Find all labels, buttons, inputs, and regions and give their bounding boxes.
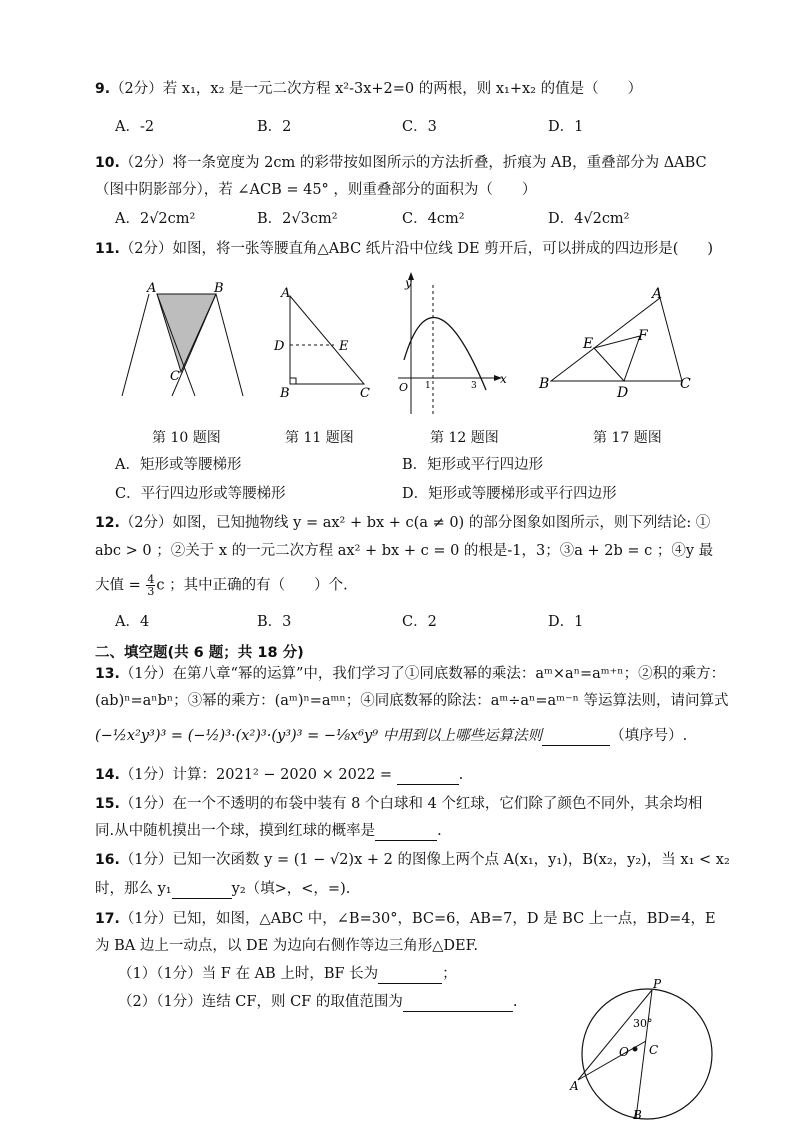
label-o: O (619, 1045, 629, 1059)
suffix: ； (442, 966, 457, 982)
caption-figure-12: 第 12 题图 (430, 430, 499, 446)
fraction-denominator: 3 (147, 585, 155, 598)
q9-option-c: C．3 (402, 119, 437, 135)
question-number: 13. (95, 666, 120, 682)
question-17-sub2 (118, 992, 517, 1012)
q12-option-d: D．1 (548, 614, 584, 630)
question-15-line2 (95, 821, 442, 841)
q11-option-c: C．平行四边形或等腰梯形 (115, 486, 286, 502)
caption-figure-10: 第 10 题图 (152, 430, 221, 446)
label-a: A (570, 1079, 579, 1093)
question-10-line2: （图中阴影部分），若 ∠ACB = 45° ，则重叠部分的面积为（ ） (95, 182, 537, 198)
shaded-triangle-abc (157, 294, 216, 372)
question-12-line2: abc > 0 ；②关于 x 的一元二次方程 ax² + bx + c = 0 的根是-1，3；③a + 2b = c ；④y 最 (95, 543, 714, 559)
label-a: A (281, 286, 291, 301)
q10-option-a: A．2√2cm² (115, 211, 196, 227)
figures-layer (0, 0, 794, 440)
answer-blank[interactable] (397, 769, 459, 785)
q11-option-b: B．矩形或平行四边形 (402, 457, 544, 473)
line3-prefix: 大值 = (95, 577, 146, 594)
q10-option-d: D．4√2cm² (548, 211, 630, 227)
suffix: y₂（填>，<，=). (231, 881, 351, 897)
figure-12 (398, 272, 507, 414)
suffix: . (437, 823, 442, 839)
caption-figure-11: 第 11 题图 (285, 430, 354, 446)
question-text: （2分）若 x₁，x₂ 是一元二次方程 x²-3x+2=0 的两根，则 x₁+x₂ 的值是（ ） (110, 81, 643, 97)
tick-1: 1 (425, 381, 431, 391)
question-number: 17. (95, 911, 120, 927)
text: （1）（1分）当 F 在 AB 上时，BF 长为 (118, 966, 379, 982)
label-c: C (170, 369, 180, 384)
fraction-numerator: 4 (147, 573, 155, 586)
question-13 (95, 664, 725, 684)
label-e: E (339, 339, 349, 354)
circle-o (582, 989, 712, 1119)
question-17-sub1 (118, 964, 457, 984)
q11-option-d: D．矩形或等腰梯形或平行四边形 (402, 486, 617, 502)
question-text: （1分）在第八章“幂的运算”中，我们学习了①同底数幂的乘法：aᵐ×aⁿ=aᵐ⁺ⁿ；②积的乘方： (119, 666, 726, 682)
triangle-abc (551, 298, 682, 381)
section-title: 二、填空题(共 6 题；共 18 分) (95, 645, 304, 661)
caption-figure-17: 第 17 题图 (593, 430, 662, 446)
right-angle-mark (290, 378, 296, 384)
label-a: A (652, 286, 663, 302)
answer-blank[interactable] (172, 883, 232, 899)
q10-option-b: B．2√3cm² (257, 211, 338, 227)
figure-17 (538, 286, 691, 401)
tick-3: 3 (471, 381, 477, 391)
label-p: P (653, 977, 662, 991)
fraction (146, 574, 155, 597)
label-x: x (500, 372, 507, 386)
label-d: D (617, 385, 629, 401)
suffix: （填序号）. (610, 728, 688, 744)
question-17-line2: 为 BA 边上一动点，以 DE 为边向右侧作等边三角形△DEF. (95, 938, 479, 954)
q12-option-a: A．4 (115, 614, 150, 630)
answer-blank[interactable] (375, 825, 437, 841)
label-origin: O (399, 381, 409, 394)
question-number: 15. (95, 796, 120, 812)
question-number: 12. (95, 515, 120, 531)
q10-option-c: C．4cm² (402, 211, 465, 227)
circle-figure (560, 975, 730, 1123)
question-14 (95, 765, 463, 785)
answer-blank[interactable] (403, 996, 513, 1012)
q12-option-c: C．2 (402, 614, 437, 630)
label-b: B (633, 1108, 642, 1122)
label-c: C (649, 1043, 659, 1057)
question-16 (95, 850, 730, 870)
answer-blank[interactable] (542, 730, 610, 746)
q11-option-a: A．矩形或等腰梯形 (115, 457, 242, 473)
label-y: y (405, 276, 412, 290)
parabola-curve (404, 318, 486, 390)
question-16-line2 (95, 879, 350, 899)
triangle-abc (290, 296, 364, 384)
label-c: C (680, 376, 691, 392)
label-f: F (638, 328, 648, 344)
question-text: （1分）计算：2021² − 2020 × 2022 = (119, 767, 397, 783)
ribbon-edge (122, 294, 149, 396)
question-text: （2分）如图，已知抛物线 y = ax² + bx + c(a ≠ 0) 的部分图象如图所示，则下列结论: ① (119, 515, 711, 531)
question-number: 16. (95, 852, 120, 868)
text: 同.从中随机摸出一个球，摸到红球的概率是 (95, 823, 376, 839)
label-e: E (583, 336, 594, 352)
ribbon-edge (216, 294, 243, 396)
q9-option-b: B．2 (257, 119, 292, 135)
q12-option-b: B．3 (257, 614, 292, 630)
label-b: B (280, 386, 290, 401)
question-13-line2: (ab)ⁿ=aⁿbⁿ；③幂的乘方：(aᵐ)ⁿ=aᵐⁿ；④同底数幂的除法：aᵐ÷aⁿ=aᵐ⁻ⁿ 等运算法则，请问算式 (95, 693, 729, 709)
figure-10 (122, 281, 243, 396)
expression: (−½x²y³)³ = (−½)³·(x²)³·(y³)³ = −⅛x⁶y⁹ 中用到以上哪些运算法则 (95, 728, 543, 744)
question-number: 10. (95, 155, 120, 171)
suffix: . (512, 994, 518, 1010)
q9-option-a: A．-2 (115, 119, 155, 135)
line3-suffix: c ；其中正确的有（ ）个. (156, 577, 348, 594)
question-17 (95, 909, 716, 929)
question-12 (95, 513, 710, 533)
label-angle: 30° (633, 1017, 653, 1030)
suffix: . (458, 767, 464, 783)
chord-pa (578, 990, 652, 1080)
center-dot (633, 1047, 638, 1052)
q9-option-d: D．1 (548, 119, 584, 135)
answer-blank[interactable] (378, 968, 442, 984)
question-text: （1分）已知，如图，△ABC 中，∠B=30°，BC=6，AB=7，D 是 BC 上一点，BD=4，E (119, 911, 716, 927)
label-c: C (360, 386, 370, 401)
question-15 (95, 794, 702, 814)
label-b: B (214, 281, 224, 296)
text: （2）（1分）连结 CF，则 CF 的取值范围为 (118, 994, 403, 1010)
question-number: 11. (95, 241, 120, 257)
figure-11 (273, 286, 370, 401)
question-text: （1分）在一个不透明的布袋中装有 8 个白球和 4 个红球，它们除了颜色不同外，其余均相 (119, 796, 703, 812)
question-number: 9. (95, 81, 111, 97)
question-12-line3 (95, 574, 348, 597)
question-13-line3 (95, 726, 687, 746)
label-b: B (539, 376, 550, 392)
question-text: （2分）如图，将一张等腰直角△ABC 纸片沿中位线 DE 剪开后，可以拼成的四边形是( ) (119, 241, 714, 257)
label-d: D (274, 339, 285, 354)
question-number: 14. (95, 767, 120, 783)
question-text: （1分）已知一次函数 y = (1 − √2)x + 2 的图像上两个点 A(x₁，y₁)，B(x₂，y₂)，当 x₁ < x₂ (119, 852, 730, 868)
text: 时，那么 y₁ (95, 881, 172, 897)
label-a: A (147, 281, 157, 296)
question-text: （2分）将一条宽度为 2cm 的彩带按如图所示的方法折叠，折痕为 AB，重叠部分为 ΔABC (119, 155, 707, 171)
